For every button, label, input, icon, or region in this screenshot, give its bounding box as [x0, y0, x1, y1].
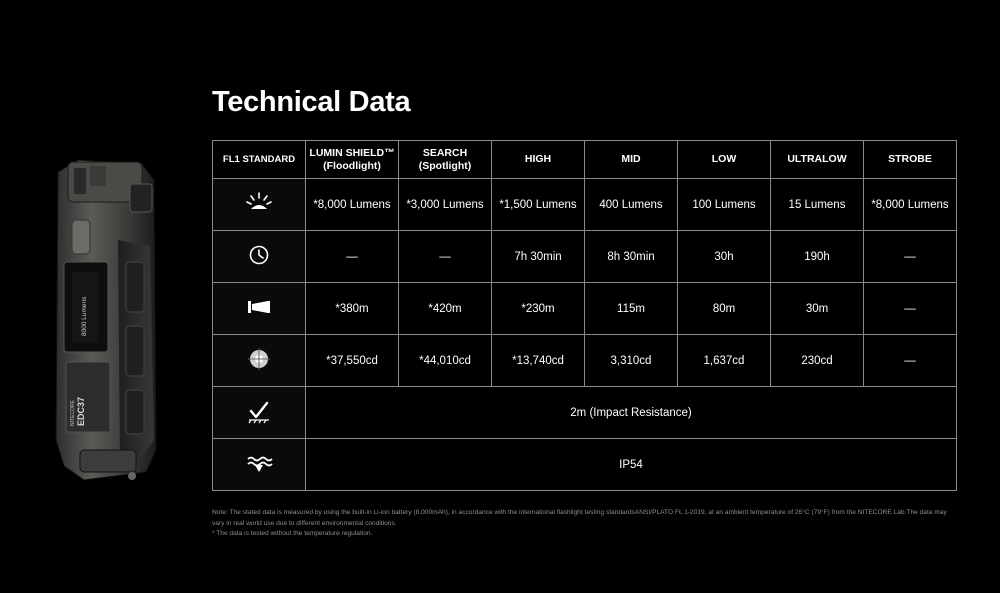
table-row-waterproof [213, 439, 957, 491]
table-cell: — [864, 283, 957, 335]
technical-data-table [212, 140, 957, 491]
beam-distance-icon-cell [213, 283, 306, 335]
header-row [213, 141, 957, 179]
beam-distance-icon [245, 293, 273, 321]
runtime-clock-icon [245, 241, 273, 269]
table-cell: 3,310cd [585, 335, 678, 387]
column-header-strobe: STROBE [864, 141, 957, 179]
table-cell: *1,500 Lumens [492, 179, 585, 231]
table-cell: 230cd [771, 335, 864, 387]
table-cell: *380m [306, 283, 399, 335]
column-header-line1: SEARCH [422, 146, 468, 159]
table-row-lumens [213, 179, 957, 231]
table-cell: 30m [771, 283, 864, 335]
table-cell: *8,000 Lumens [864, 179, 957, 231]
table-cell: 1,637cd [678, 335, 771, 387]
table-cell: *37,550cd [306, 335, 399, 387]
table-cell: *44,010cd [399, 335, 492, 387]
device-lumens-label: 8000 Lumens [81, 296, 88, 336]
waterproof-icon-cell [213, 439, 306, 491]
impact-resistance-icon [245, 397, 273, 425]
column-header-line1: LUMIN SHIELD™ [309, 146, 395, 159]
table-cell: 100 Lumens [678, 179, 771, 231]
footnote-line2: * The data is tested without the temperature regulation. [212, 530, 373, 537]
table-cell: — [306, 231, 399, 283]
table-cell: 190h [771, 231, 864, 283]
table-row-beam-distance [213, 283, 957, 335]
column-header-search [399, 141, 492, 179]
device-model-label: EDC37 [76, 396, 86, 426]
table-cell: *420m [399, 283, 492, 335]
table-cell: 80m [678, 283, 771, 335]
impact-resistance-value: 2m (Impact Resistance) [306, 387, 957, 439]
column-header-lumin-shield [306, 141, 399, 179]
flashlight-product-image [50, 150, 170, 490]
column-header-ultralow: ULTRALOW [771, 141, 864, 179]
table-cell: 400 Lumens [585, 179, 678, 231]
table-cell: *3,000 Lumens [399, 179, 492, 231]
peak-intensity-icon [245, 345, 273, 373]
fl1-standard-header: FL1 STANDARD [213, 141, 306, 179]
footnote [212, 508, 957, 540]
table-row-peak-intensity [213, 335, 957, 387]
table-cell: — [864, 231, 957, 283]
table-row-impact-resistance [213, 387, 957, 439]
lumens-icon-cell [213, 179, 306, 231]
column-header-line2: (Spotlight) [418, 159, 472, 172]
waterproof-icon [245, 449, 273, 477]
footnote-line1: Note: The stated data is measured by using the built-in Li-ion battery (8,000mAh), in accordance with the international flashlight testing standardsANSI/PLATO FL 1-2019, at an ambient temperature of 26°C (79°F) from the NITECORE Lab.The data may vary in real world use due to different environmental conditions. [212, 509, 947, 527]
table-cell: 15 Lumens [771, 179, 864, 231]
peak-intensity-icon-cell [213, 335, 306, 387]
table-cell: — [399, 231, 492, 283]
column-header-line2: (Floodlight) [323, 159, 381, 172]
lumens-icon [245, 189, 273, 217]
table-cell: — [864, 335, 957, 387]
column-header-low: LOW [678, 141, 771, 179]
runtime-icon-cell [213, 231, 306, 283]
waterproof-value: IP54 [306, 439, 957, 491]
table-cell: *230m [492, 283, 585, 335]
table-cell: 8h 30min [585, 231, 678, 283]
table-cell: *8,000 Lumens [306, 179, 399, 231]
table-cell: *13,740cd [492, 335, 585, 387]
impact-resistance-icon-cell [213, 387, 306, 439]
page-title: Technical Data [212, 86, 411, 118]
column-header-mid: MID [585, 141, 678, 179]
table-cell: 115m [585, 283, 678, 335]
column-header-high: HIGH [492, 141, 585, 179]
table-cell: 7h 30min [492, 231, 585, 283]
table-row-runtime [213, 231, 957, 283]
table-cell: 30h [678, 231, 771, 283]
device-brand-label: NITECORE [70, 400, 76, 426]
